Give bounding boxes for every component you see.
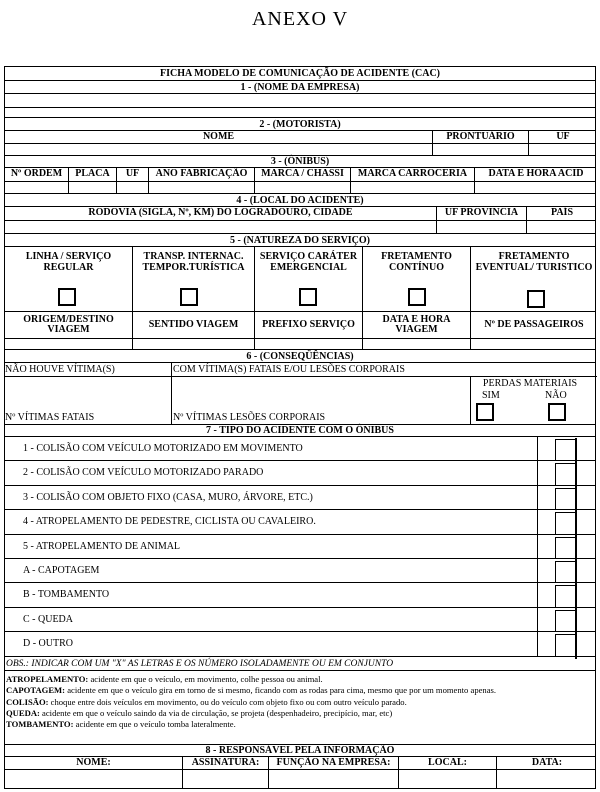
driver-name-field[interactable] [5, 144, 433, 155]
road-header: RODOVIA (SIGLA, Nº, KM) DO LOGRADOURO, CIDADE [5, 207, 437, 220]
country-header: PAÍS [550, 207, 574, 219]
accident-type-checkbox[interactable] [555, 537, 575, 559]
with-victims-label: COM VÍTIMA(S) FATAIS E/OU LESÕES CORPORAIS [173, 364, 405, 375]
eventual-checkbox[interactable] [527, 290, 545, 308]
accident-type-row [5, 486, 595, 510]
prefix-header: PREFIXO SERVIÇO [255, 312, 363, 338]
driver-prontuario-header: PRONTUÁRIO [433, 131, 529, 143]
accident-type-label: 4 - ATROPELAMENTO DE PEDESTRE, CICLISTA OU CAVALEIRO. [23, 516, 316, 528]
no-victims-label: NÃO HOUVE VÍTIMA(S) [5, 364, 115, 375]
bus-plate-field[interactable] [69, 182, 117, 193]
bus-date-header: DATA E HORA ACID [488, 168, 584, 180]
bus-date-field[interactable] [475, 182, 597, 193]
driver-uf-field[interactable] [529, 144, 597, 155]
signature-header: ASSINATURA: [183, 757, 269, 769]
fatal-victims-label: Nº VÍTIMAS FATAIS [5, 412, 95, 423]
accident-type-label: C - QUEDA [23, 613, 73, 625]
section-4-title: 4 - (LOCAL DO ACIDENTE) [5, 194, 595, 207]
material-loss-no-label: NÃO [545, 390, 567, 401]
bus-year-field[interactable] [149, 182, 255, 193]
responsible-name-field[interactable] [5, 770, 183, 788]
accident-type-checkbox[interactable] [555, 585, 575, 607]
material-loss-yes-checkbox[interactable] [476, 403, 494, 421]
section-3-title: 3 - (ÔNIBUS) [5, 156, 595, 168]
accident-form [4, 66, 596, 789]
bus-uf-header: UF [117, 168, 149, 181]
injured-victims-label: Nº VÍTIMAS LESÕES CORPORAIS [173, 412, 326, 423]
service-eventual: FRETAMENTO EVENTUAL/ TURISTICO [475, 251, 593, 273]
date-field[interactable] [497, 770, 597, 788]
definition-item: TOMBAMENTO: acidente em que o veículo tomba lateralmente. [6, 719, 236, 730]
function-header: FUNÇÃO NA EMPRESA: [269, 757, 399, 769]
company-name-field[interactable] [5, 94, 595, 108]
service-emergency: SERVIÇO CARÁTER EMERGENCIAL [255, 247, 363, 311]
bus-header-row [5, 168, 595, 182]
direction-field[interactable] [133, 339, 255, 349]
passengers-field[interactable] [471, 339, 597, 349]
definition-item: QUEDA: acidente em que o veículo saindo da via de circulação, se projeta (despenhadeiro, precipício, mar, etc) [6, 707, 393, 718]
material-loss-no-checkbox[interactable] [548, 403, 566, 421]
driver-input-row [5, 144, 595, 156]
obs-note: OBS.: INDICAR COM UM "X" AS LETRAS E OS NÚMERO ISOLADAMENTE OU EM CONJUNTO [5, 657, 595, 671]
accident-type-label: B - TOMBAMENTO [23, 589, 110, 601]
bus-body-field[interactable] [351, 182, 475, 193]
accident-type-checkbox[interactable] [555, 561, 575, 583]
continuous-checkbox[interactable] [408, 288, 426, 306]
accident-type-row [5, 437, 595, 461]
emergency-checkbox[interactable] [299, 288, 317, 306]
blank-row [5, 108, 595, 118]
definition-item: CAPOTAGEM: acidente em que o veículo gira em torno de si mesmo, ficando com as rodas para cima, mesmo que por um momento apenas. [6, 685, 497, 696]
accident-type-row [5, 608, 595, 632]
location-header-row [5, 207, 595, 221]
consequences-block [5, 363, 595, 425]
accident-type-label: 3 - COLISÃO COM OBJETO FIXO (CASA, MURO, ÁRVORE, ETC.) [23, 491, 313, 503]
accident-type-row [5, 510, 595, 534]
country-field[interactable] [527, 221, 597, 233]
origin-destination-field[interactable] [5, 339, 133, 349]
service-type-row [5, 247, 595, 312]
driver-header-row [5, 131, 595, 144]
bus-plate-header: PLACA [69, 168, 117, 181]
passengers-header: Nº DE PASSAGEIROS [484, 318, 584, 330]
service-continuous: FRETAMENTO CONTÍNUO [363, 247, 471, 311]
bus-input-row [5, 182, 595, 194]
place-header: LOCAL: [399, 757, 497, 769]
definitions [5, 674, 595, 730]
bus-year-header: ANO FABRICAÇÃO [149, 168, 255, 181]
signature-field[interactable] [183, 770, 269, 788]
accident-type-row [5, 583, 595, 607]
service-international: TRANSP. INTERNAC. TEMPOR.TURÍSTICA [133, 247, 255, 311]
accident-type-row [5, 461, 595, 485]
accident-type-label: A - CAPOTAGEM [23, 565, 100, 576]
responsible-header-row [5, 757, 595, 770]
bus-uf-field[interactable] [117, 182, 149, 193]
driver-uf-header: UF [556, 130, 570, 142]
bus-body-header: MARCA CARROCERIA [351, 168, 475, 181]
driver-prontuario-field[interactable] [433, 144, 529, 155]
accident-type-row [5, 632, 595, 656]
accident-type-checkbox[interactable] [555, 439, 575, 461]
driver-name-header: NOME [5, 131, 433, 143]
service-regular: LINHA / SERVIÇO REGULAR [5, 247, 133, 311]
bus-order-field[interactable] [5, 182, 69, 193]
accident-type-checkbox[interactable] [555, 610, 575, 632]
accident-type-label: D - OUTRO [23, 638, 73, 650]
date-header: DATA: [531, 756, 563, 768]
trip-datetime-header: DATA E HORA VIAGEM [363, 312, 471, 338]
section-8-title: 8 - RESPONSÁVEL PELA INFORMAÇÃO [5, 744, 595, 757]
bus-order-header: Nº ORDEM [5, 168, 69, 181]
no-victims-field[interactable] [5, 363, 171, 377]
trip-header-row [5, 312, 595, 339]
function-field[interactable] [269, 770, 399, 788]
definition-item: COLISÃO: choque entre dois veículos em movimento, ou do veículo com objeto fixo ou com outro veículo parado. [6, 696, 407, 707]
trip-datetime-field[interactable] [363, 339, 471, 349]
regular-checkbox[interactable] [58, 288, 76, 306]
section-1-title: 1 - (NOME DA EMPRESA) [5, 81, 595, 94]
international-checkbox[interactable] [180, 288, 198, 306]
section-6-title: 6 - (CONSEQÜÊNCIAS) [5, 350, 595, 363]
trip-input-row [5, 339, 595, 350]
material-loss-yes-label: SIM [482, 390, 500, 401]
origin-destination-header: ORIGEM/DESTINO VIAGEM [5, 312, 133, 338]
page-title: ANEXO V [251, 8, 349, 30]
prefix-field[interactable] [255, 339, 363, 349]
accident-type-checkbox[interactable] [555, 512, 575, 534]
accident-type-label: 5 - ATROPELAMENTO DE ANIMAL [23, 540, 181, 552]
accident-type-checkbox[interactable] [555, 488, 575, 510]
location-input-row [5, 221, 595, 234]
accident-type-label: 1 - COLISÃO COM VEÍCULO MOTORIZADO EM MOVIMENTO [23, 443, 303, 454]
accident-type-row [5, 535, 595, 559]
road-field[interactable] [5, 221, 437, 233]
section-2-title: 2 - (MOTORISTA) [5, 118, 595, 131]
bus-chassis-field[interactable] [255, 182, 351, 193]
definition-item: ATROPELAMENTO: acidente em que o veículo, em movimento, colhe pessoa ou animal. [6, 674, 323, 684]
section-5-title: 5 - (NATUREZA DO SERVIÇO) [5, 234, 595, 247]
uf-province-header: UF PROVINCIA [437, 207, 527, 220]
accident-type-checkbox[interactable] [555, 463, 575, 485]
with-victims-field[interactable] [171, 363, 597, 377]
responsible-name-header: NOME: [5, 757, 183, 769]
responsible-input-row [5, 770, 595, 788]
material-loss-label: PERDAS MATERIAIS [482, 378, 578, 389]
accident-type-row [5, 559, 595, 583]
bus-chassis-header: MARCA / CHASSI [255, 168, 351, 181]
form-header: FICHA MODELO DE COMUNICAÇÃO DE ACIDENTE (CAC) [5, 67, 595, 81]
place-field[interactable] [399, 770, 497, 788]
direction-header: SENTIDO VIAGEM [133, 312, 255, 338]
uf-province-field[interactable] [437, 221, 527, 233]
accident-type-label: 2 - COLISÃO COM VEÍCULO MOTORIZADO PARADO [23, 467, 264, 479]
section-7-title: 7 - TIPO DO ACIDENTE COM O ÔNIBUS [5, 425, 595, 437]
accident-type-checkbox[interactable] [555, 634, 575, 656]
